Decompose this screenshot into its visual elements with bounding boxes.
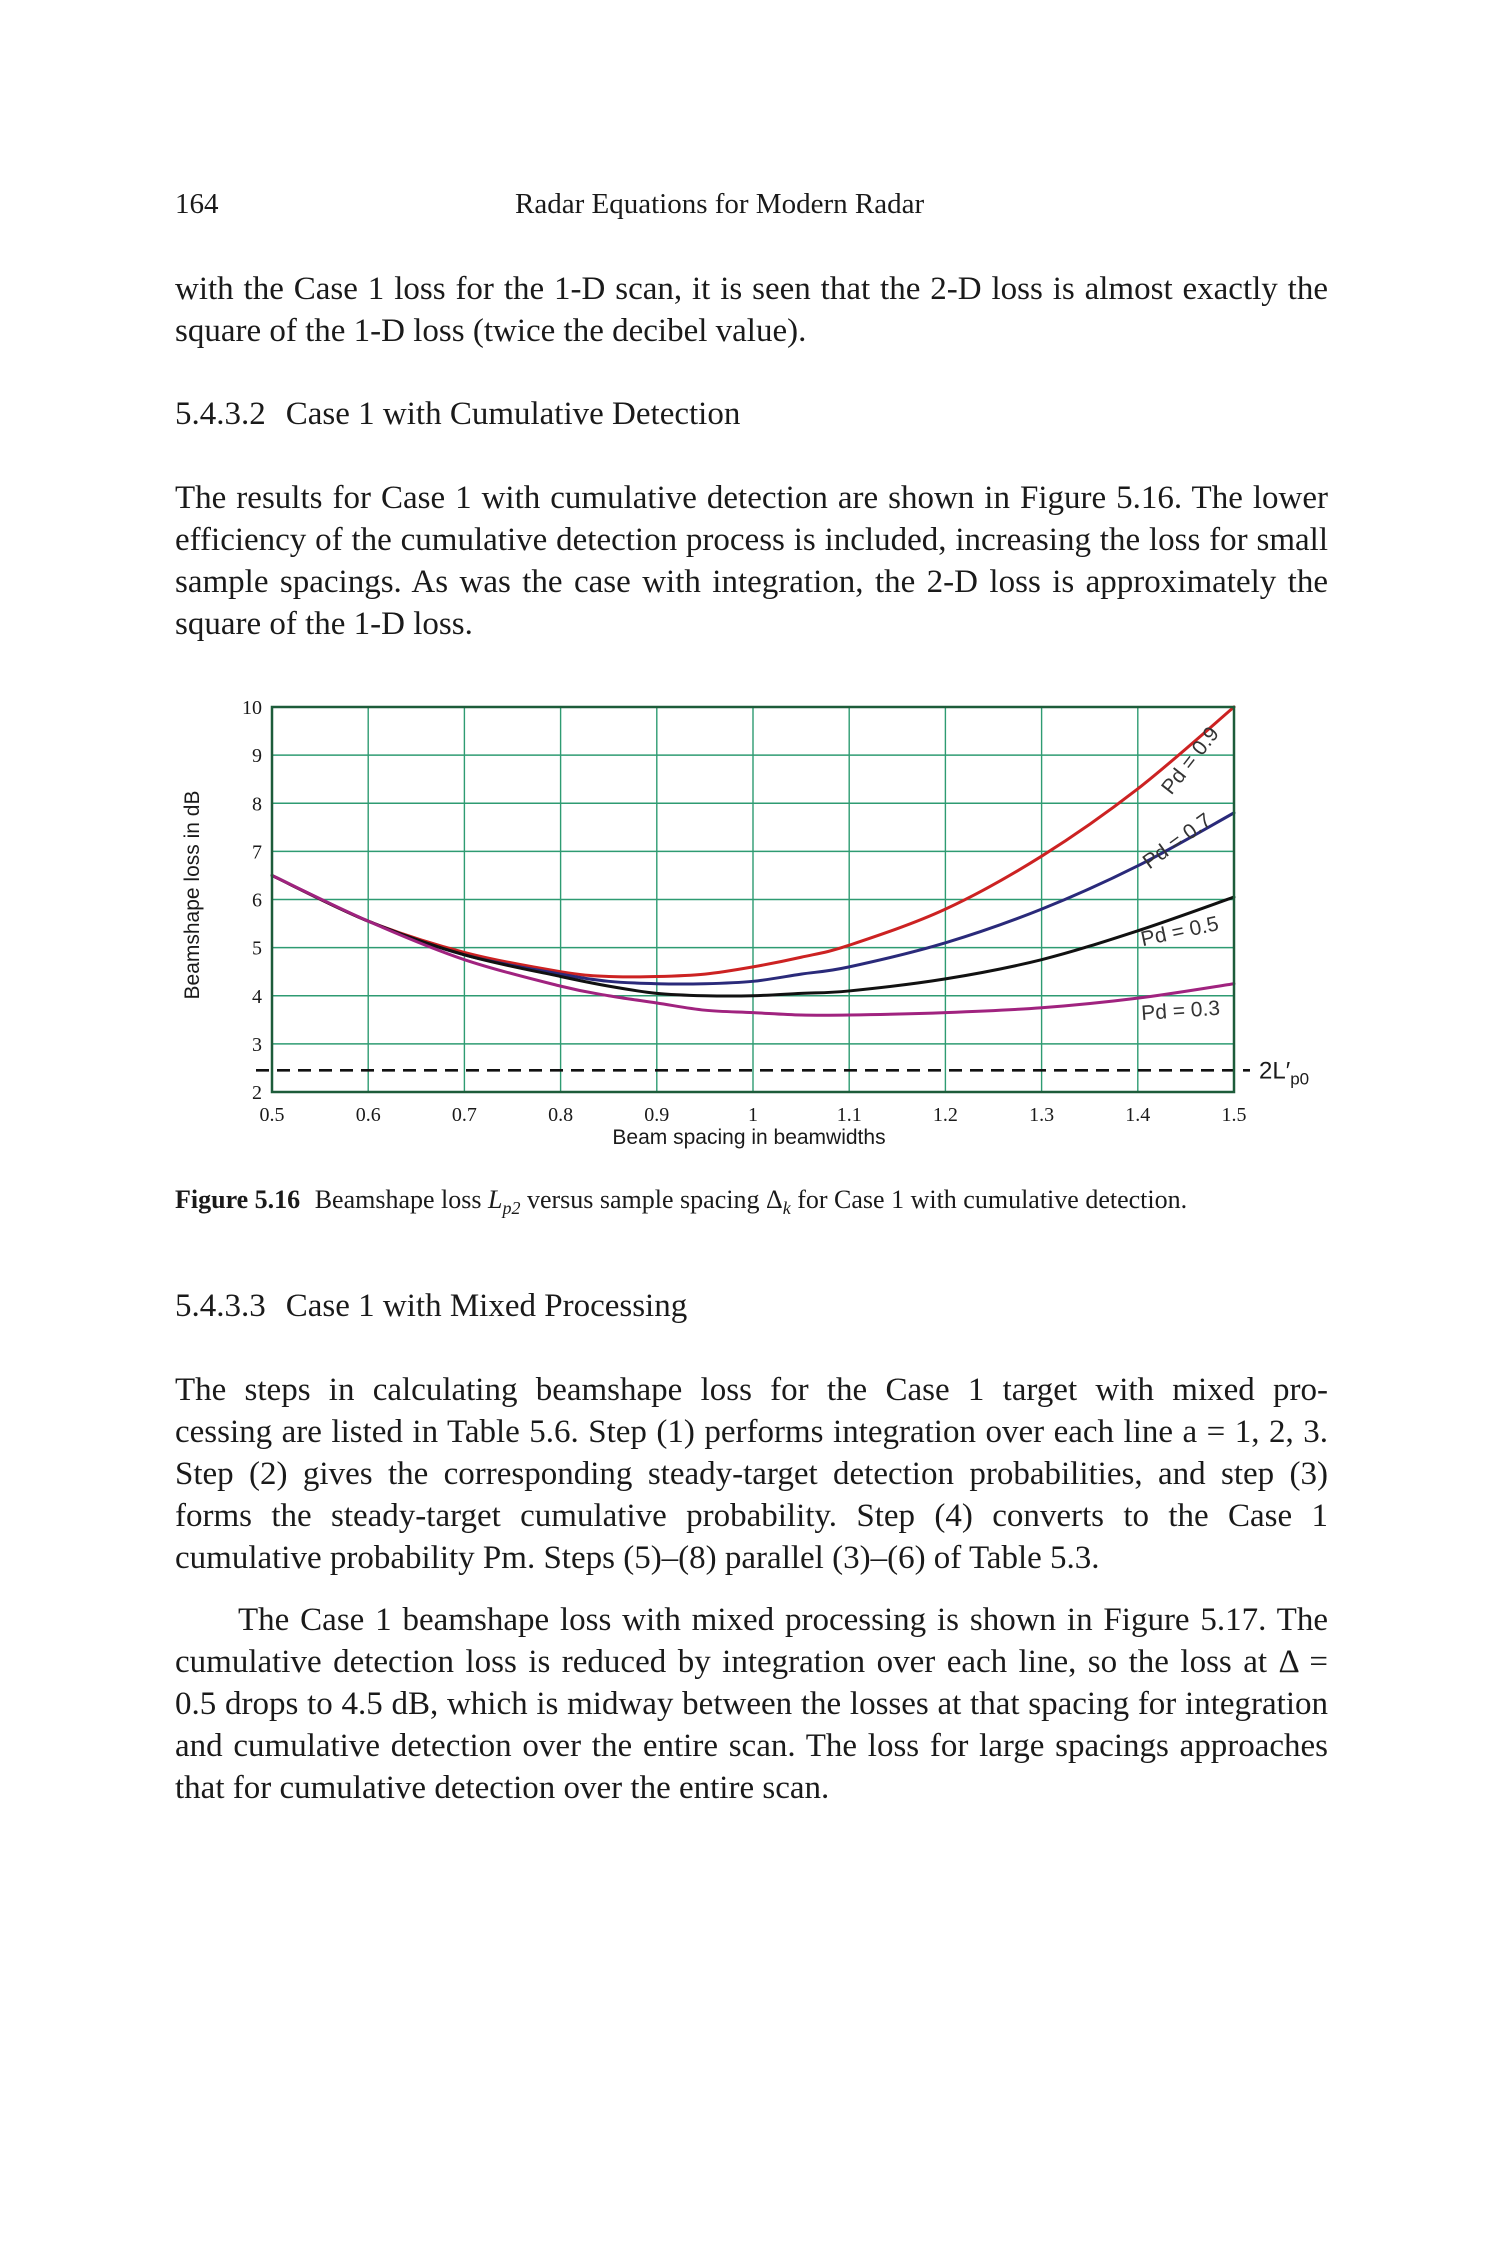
x-tick-label: 0.5 [259, 1104, 285, 1126]
x-tick-label: 0.9 [644, 1104, 670, 1126]
curve-label: Pd = 0.9 [1157, 722, 1224, 799]
x-tick-label: 1 [748, 1104, 758, 1126]
section-heading-5-4-3-3 [175, 1285, 687, 1327]
chart-grid [272, 707, 1234, 1092]
paragraph-mixed-line-1: The steps in calculating beamshape loss for the Case 1 target with mixed pro- [175, 1372, 1328, 1408]
page-header [175, 188, 1325, 228]
section-number: 5.4.3.3 [175, 1288, 266, 1324]
caption-symbol-delta: Δ [765, 1185, 783, 1214]
section-title: Case 1 with Mixed Processing [285, 1288, 688, 1324]
caption-text: versus sample spacing [526, 1185, 760, 1214]
curve-labels [1139, 723, 1224, 1026]
x-tick-label: 1.2 [932, 1104, 958, 1126]
x-tick-label: 0.6 [355, 1104, 381, 1126]
tick-labels [242, 697, 1247, 1126]
chart-svg [175, 685, 1325, 1165]
y-tick-label: 9 [252, 745, 262, 768]
x-tick-label: 1.1 [836, 1104, 862, 1126]
section-number: 5.4.3.2 [175, 396, 266, 432]
x-tick-label: 1.5 [1221, 1104, 1247, 1126]
paragraph-intro: with the Case 1 loss for the 1-D scan, it is seen that the 2-D loss is almost exactly the square of the 1-D loss (twice the decibel value). [175, 271, 1328, 349]
running-title: Radar Equations for Modern Radar [515, 188, 925, 220]
y-tick-label: 6 [252, 889, 262, 912]
reference-line-layer [256, 1057, 1309, 1088]
paragraph-mixed-result: The Case 1 beamshape loss with mixed processing is shown in Figure 5.17. The cumulative detection loss is reduced by integration over each line, so the loss at Δ = 0.5 drops to 4.5 dB, which is midway between the losses at that spacing for integration and cumulative detection over the entire scan. The loss for large spacings approaches that for cumulative detection over the entire scan. [175, 1602, 1328, 1806]
paragraph-mixed: cessing are listed in Table 5.6. Step (1) performs integration over each line a = 1, 2, 3. Step (2) gives the corresponding steady-target detection probabilities, and step (3) forms the steady-target cumulative probability. Step (4) converts to the Case 1 cumulative probability Pm. Steps (5)–(8) parallel (3)–(6) of Table 5.3. [175, 1414, 1328, 1576]
y-tick-label: 3 [252, 1033, 262, 1056]
caption-symbol-delta-sub: k [782, 1198, 791, 1219]
x-tick-label: 1.4 [1125, 1104, 1151, 1126]
paragraph-cumulative: The results for Case 1 with cumulative detection are shown in Figure 5.16. The lower efficiency of the cumulative detection process is included, increasing the loss for small sample spacings. As was the case with integration, the 2-D loss is approximately the square of the 1-D loss. [175, 480, 1328, 642]
y-tick-label: 8 [252, 793, 262, 816]
curve-label: Pd = 0.7 [1138, 808, 1216, 874]
figure-5-16-chart [175, 685, 1325, 1165]
figure-caption [175, 1183, 1328, 1225]
y-tick-label: 4 [252, 985, 262, 1008]
x-axis-label: Beam spacing in beamwidths [612, 1126, 886, 1149]
caption-text: Beamshape loss [314, 1185, 482, 1214]
page-number: 164 [175, 188, 219, 220]
y-tick-label: 7 [252, 841, 262, 864]
x-tick-label: 1.3 [1029, 1104, 1055, 1126]
curve-label: Pd = 0.3 [1140, 996, 1221, 1026]
curve-label: Pd = 0.5 [1138, 912, 1221, 952]
figure-label: Figure 5.16 [175, 1185, 301, 1214]
caption-symbol-l-sub: p2 [502, 1198, 521, 1219]
y-tick-label: 5 [252, 937, 262, 960]
section-heading-5-4-3-2 [175, 393, 740, 435]
section-title: Case 1 with Cumulative Detection [285, 396, 741, 432]
x-tick-label: 0.7 [451, 1104, 477, 1126]
reference-line-label: $2L'_{p0}$ [1259, 1057, 1310, 1089]
caption-text: for Case 1 with cumulative detection. [797, 1185, 1188, 1214]
caption-symbol-l: L [488, 1185, 503, 1214]
y-axis-label: Beamshape loss in dB [181, 790, 204, 1000]
y-tick-label: 10 [242, 697, 262, 719]
x-tick-label: 0.8 [548, 1104, 574, 1126]
y-tick-label: 2 [252, 1082, 262, 1104]
